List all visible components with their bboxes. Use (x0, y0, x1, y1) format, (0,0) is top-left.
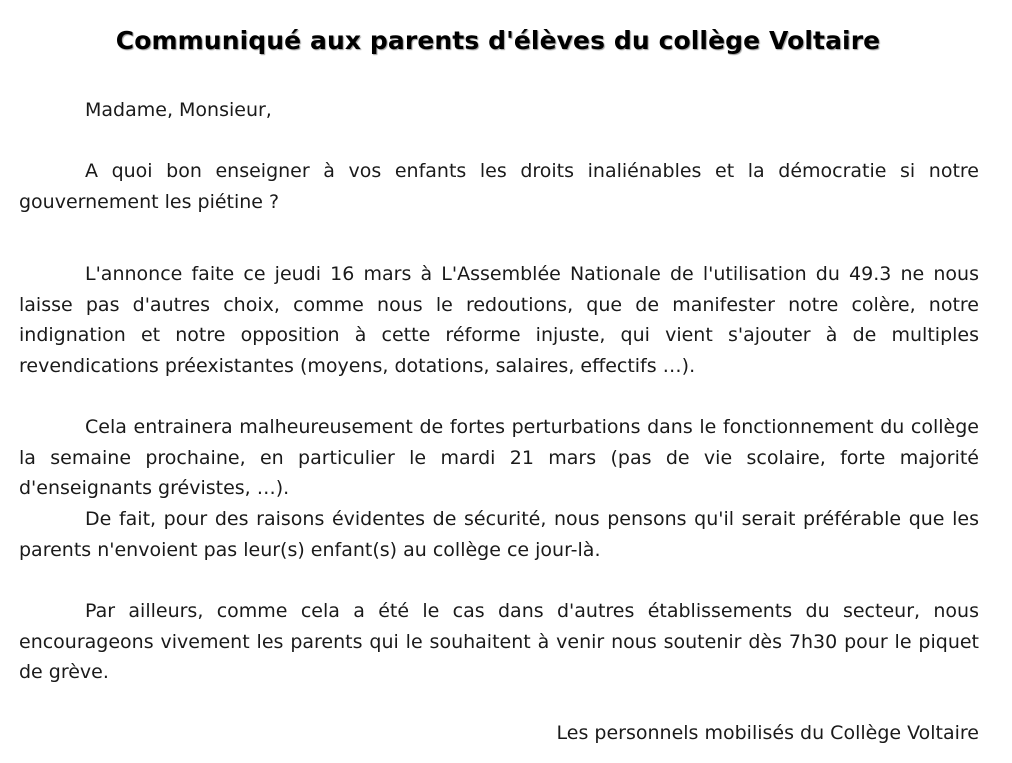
salutation: Madame, Monsieur, (85, 99, 272, 121)
paragraph-safety: De fait, pour des raisons évidentes de sécurité, nous pensons qu'il serait préférable que les parents n'envoient pas leur(s) enfant(s) au collège ce jour-là. (19, 508, 979, 561)
paragraph-announcement: L'annonce faite ce jeudi 16 mars à L'Assemblée Nationale de l'utilisation du 49.3 ne nous laisse pas d'autres choix, comme nous le redoutions, que de manifester notre colère, notre indignation et notre opposition à cette réforme injuste, qui vient s'ajouter à de multiples revendications préexistantes (moyens, dotations, salaires, effectifs …). (19, 263, 979, 377)
signature: Les personnels mobilisés du Collège Voltaire (556, 722, 979, 744)
paragraph-intro: A quoi bon enseigner à vos enfants les droits inaliénables et la démocratie si notre gouvernement les piétine ? (19, 160, 979, 213)
paragraph-support: Par ailleurs, comme cela a été le cas dans d'autres établissements du secteur, nous encourageons vivement les parents qui le souhaitent à venir nous soutenir dès 7h30 pour le piquet de grève. (19, 600, 979, 684)
paragraph-disruption: Cela entrainera malheureusement de fortes perturbations dans le fonctionnement du collège la semaine prochaine, en particulier le mardi 21 mars (pas de vie scolaire, forte majorité d'enseignants grévistes, …). (19, 416, 979, 500)
document-title: Communiqué aux parents d'élèves du collège Voltaire (115, 25, 881, 55)
